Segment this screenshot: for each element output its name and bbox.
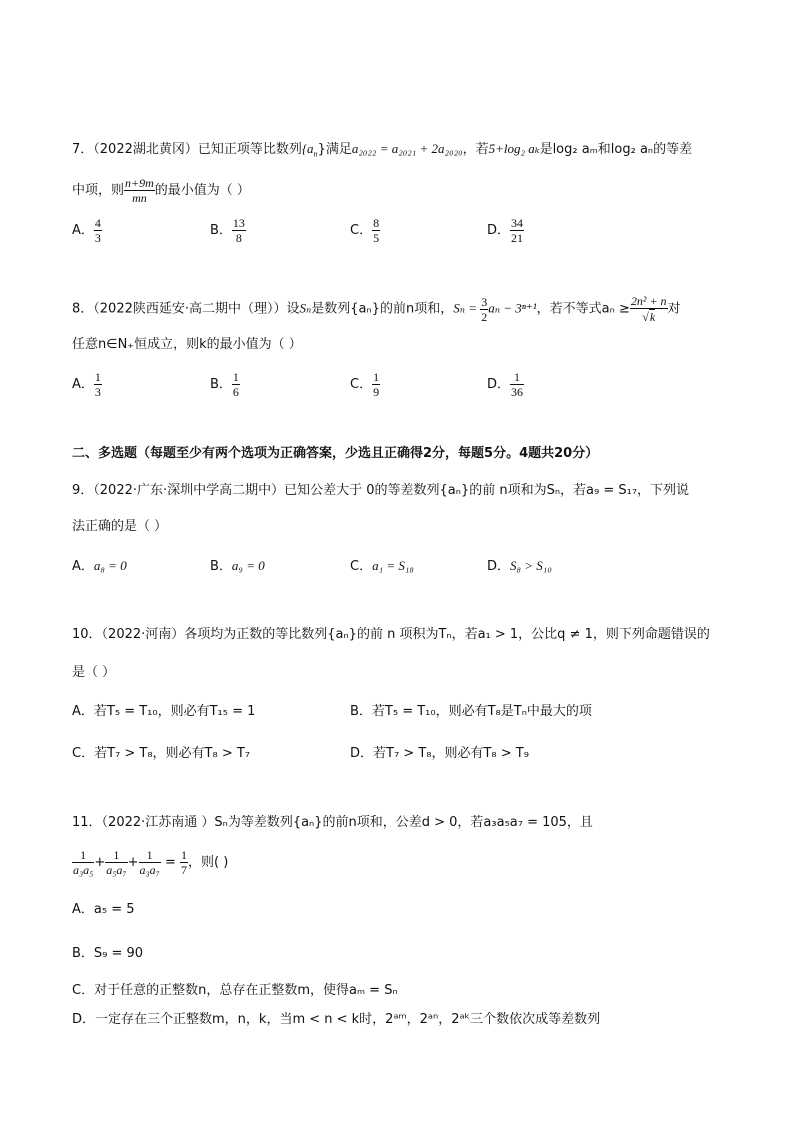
q9-option-a[interactable]: A．a₈ = 0 [72,558,127,574]
q10-option-d[interactable]: D．若T₇ > T₈，则必有T₈ > T₉ [350,746,529,761]
q9-option-d[interactable]: D．S₈ > S₁₀ [487,558,552,574]
q11-option-b[interactable]: B．S₉ = 90 [72,946,144,961]
q7-fraction: $\frac{n+9m}{mn}$ [125,176,154,205]
q9-line2: 法正确的是（ ） [72,519,168,534]
q9-option-b[interactable]: B．a₉ = 0 [210,558,265,574]
q7-seq: {a [301,141,314,156]
section2-title: 二、多选题（每题至少有两个选项为正确答案，少选且正确得2分，每题5分。4题共20分） [72,446,599,461]
q7-line2: 中项，则 $\frac{n+9m}{mn}$ 的最小值为（ ） [72,176,250,205]
q7-expression: 5+log₂ aₖ [488,141,540,156]
q11-option-c[interactable]: C．对于任意的正整数n，总存在正整数m，使得aₘ = Sₙ [72,983,398,998]
q8-option-d[interactable]: D． $\frac{1}{36}$ [487,370,524,399]
q11-option-a[interactable]: A．a₅ = 5 [72,902,135,917]
q11-line2: $\frac{1}{\text{a₃a₅}}$ + $\frac{1}{\text{a₅a₇}}$ + $\frac{1}{\text{a₃a₇}}$ = $\frac{1}{7}$ ，则( ) [73,848,229,877]
q8-option-c[interactable]: C． $\frac{1}{9}$ [350,370,380,399]
q7-option-b[interactable]: B． $\frac{13}{8}$ [210,216,245,245]
q8-ineq-fraction: $\frac{\text{2n² + n}}{√k}$ [630,294,667,324]
q11-line1: 11．（2022·江苏南通 ）Sₙ为等差数列{aₙ}的前n项和，公差d > 0，若a₃a₅a₇ = 105，且 [72,815,593,830]
q7-prefix: 7．（2022湖北黄冈）已知正项等比数列 [72,142,302,157]
q7-equation: a₂₀₂₂ = a₂₀₂₁ + 2a₂₀₂₀ [351,141,463,156]
q10-option-c[interactable]: C．若T₇ > T₈，则必有T₈ > T₇ [72,746,251,761]
q11-option-d[interactable]: D．一定存在三个正整数m，n，k，当m < n < k时，2ᵃᵐ，2ᵃⁿ，2ᵃᵏ三个数依次成等差数列 [72,1012,601,1027]
q8-option-a[interactable]: A． $\frac{1}{3}$ [72,370,101,399]
q9-line1: 9．（2022·广东·深圳中学高二期中）已知公差大于 0的等差数列{aₙ}的前 n项和为Sₙ，若a₉ = S₁₇，下列说 [72,483,690,498]
q7-line1: 7．（2022湖北黄冈）已知正项等比数列$\{a_n\}$满足a₂₀₂₂ = a₂₀₂₁ + 2a₂₀₂₀，若5+log₂ aₖ是log₂ aₘ和log₂ aₙ的等差 [72,141,693,159]
q8-option-b[interactable]: B． $\frac{1}{6}$ [210,370,239,399]
q7-option-d[interactable]: D． $\frac{34}{21}$ [487,216,524,245]
q10-line1: 10．（2022·河南）各项均为正数的等比数列{aₙ}的前 n 项积为Tₙ，若a₁ > 1，公比q ≠ 1，则下列命题错误的 [72,627,710,642]
q9-option-c[interactable]: C．a₁ = S₁₈ [350,558,414,574]
q10-line2: 是（ ） [72,665,116,680]
q7-option-a[interactable]: A． $\frac{4}{3}$ [72,216,101,245]
q10-option-a[interactable]: A．若T₅ = T₁₀，则必有T₁₅ = 1 [72,704,256,719]
q8-line2: 任意n∈N₊恒成立，则k的最小值为（ ） [72,337,302,352]
q8-line1: 8．（2022陕西延安·高二期中（理））设Sₙ是数列{aₙ}的前n项和，Sₙ = $\frac{3}{2}$ aₙ − 3ⁿ⁺¹，若不等式aₙ ≥ $\frac{\text{2n² + n}}{√k}$ 对 [72,294,681,324]
q7-option-c[interactable]: C． $\frac{8}{5}$ [350,216,380,245]
q10-option-b[interactable]: B．若T₅ = T₁₀，则必有T₈是Tₙ中最大的项 [350,704,592,719]
